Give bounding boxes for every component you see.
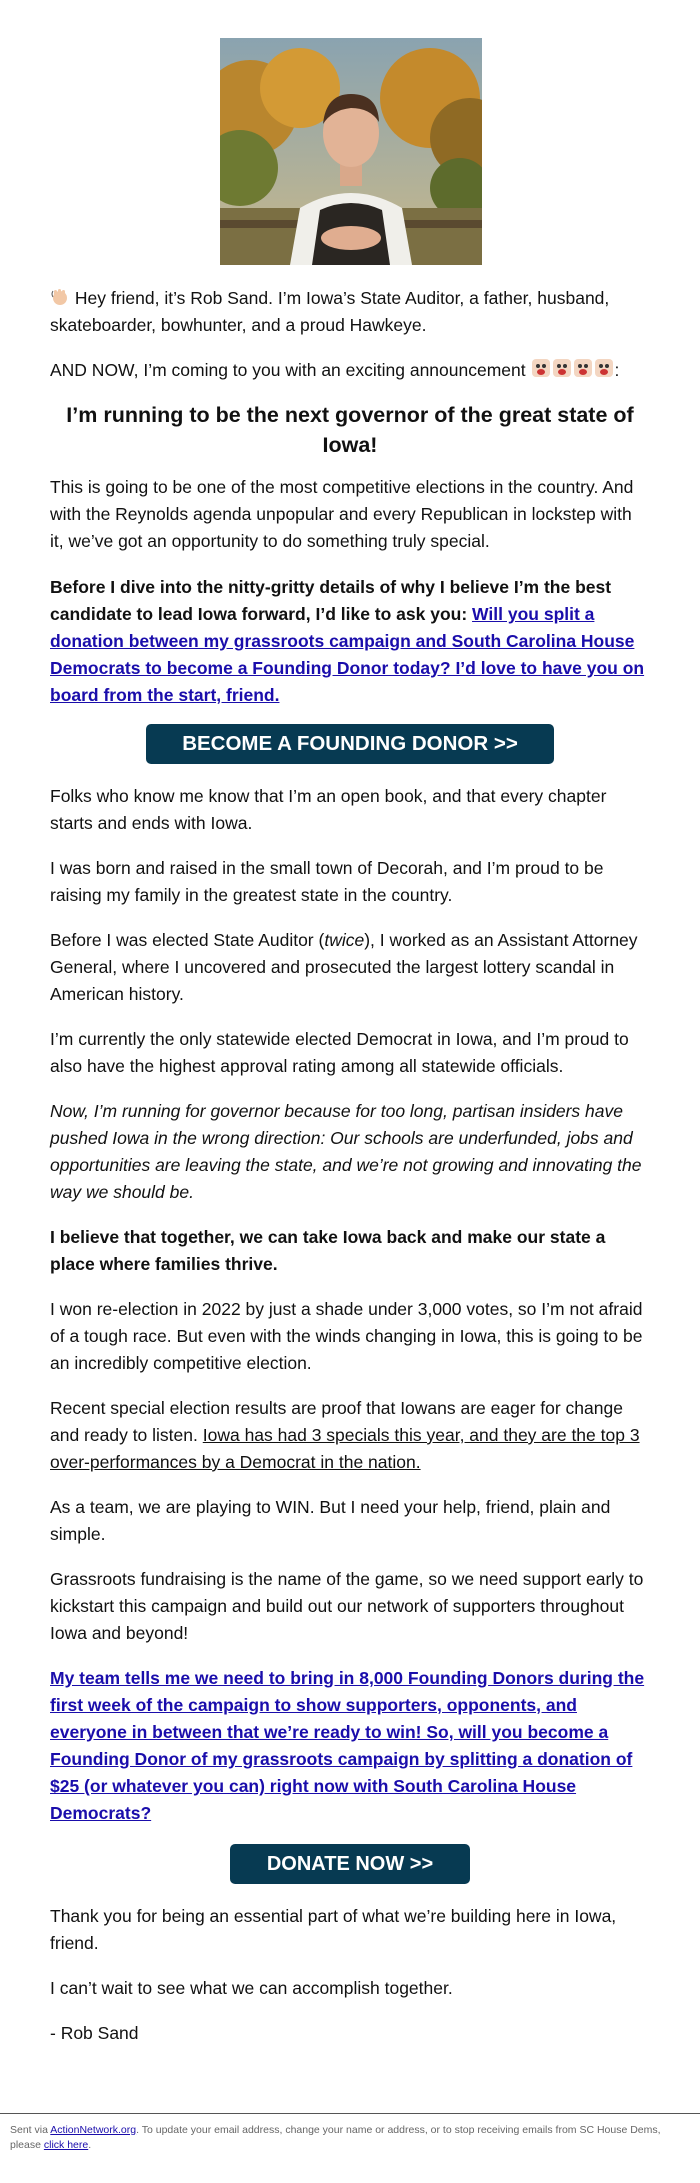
actionnetwork-link[interactable]: ActionNetwork.org xyxy=(50,2124,137,2136)
paragraph-thank-you: Thank you for being an essential part of what we’re building here in Iowa, friend. xyxy=(50,1906,617,1953)
paragraph-together: I believe that together, we can take Iowa back and make our state a place where families thrive. xyxy=(50,1227,606,1274)
candidate-portrait-image xyxy=(220,38,482,265)
paragraph-team: As a team, we are playing to WIN. But I need your help, friend, plain and simple. xyxy=(50,1497,611,1544)
paragraph-cant-wait: I can’t wait to see what we can accomplish together. xyxy=(50,1978,453,1998)
ask-bold-text: Before I dive into the nitty-gritty details of why I believe I’m the best candidate to lead Iowa forward, I’d like to ask you: xyxy=(50,577,612,624)
founding-donor-link[interactable]: Will you split a donation between my grassroots campaign and South Carolina House Democrats to become a Founding Donor today? I’d love to have you on board from the start, friend. xyxy=(50,604,645,705)
paragraph-ask xyxy=(50,574,650,709)
paragraph-competitive: This is going to be one of the most competitive elections in the country. And with the Reynolds agenda unpopular and every Republican in lockstep with it, we’ve got an opportunity to do something truly special. xyxy=(50,477,634,551)
paragraph-running: Now, I’m running for governor because for too long, partisan insiders have pushed Iowa in the wrong direction: Our schools are underfunded, jobs and opportunities are leaving the state, and we’re not growing and innovating the way we should be. xyxy=(50,1101,642,1202)
paragraph-special-elections xyxy=(50,1395,650,1476)
email-footer xyxy=(0,2113,700,2153)
candidate-photo xyxy=(220,38,482,265)
announcement-colon: : xyxy=(614,360,620,380)
paragraph-decorah: I was born and raised in the small town of Decorah, and I’m proud to be raising my family in the greatest state in the country. xyxy=(50,858,604,905)
auditor-text-italic: twice xyxy=(324,930,365,950)
footer-pre: Sent via xyxy=(10,2124,48,2136)
paragraph-grassroots: Grassroots fundraising is the name of the game, so we need support early to kickstart this campaign and build out our network of supporters throughout Iowa and beyond! xyxy=(50,1569,644,1643)
auditor-text-post: ), I worked as an Assistant Attorney General, where I uncovered and prosecuted the largest lottery scandal in American history. xyxy=(50,930,638,1004)
greeting-paragraph xyxy=(50,285,650,339)
announcement-text: AND NOW, I’m coming to you with an exciting announcement xyxy=(50,360,526,380)
paragraph-open-book: Folks who know me know that I’m an open book, and that every chapter starts and ends with Iowa. xyxy=(50,786,607,833)
unsubscribe-link[interactable]: click here xyxy=(43,2139,89,2151)
footer-mid: . To update your email address, change your name or address, or to stop receiving emails from SC House Dems, please xyxy=(10,2124,661,2151)
footer-post: . xyxy=(88,2139,92,2151)
paragraph-ask-donation xyxy=(50,1665,650,1827)
headline: I’m running to be the next governor of the great state of Iowa! xyxy=(66,403,634,457)
greeting-text: Hey friend, it’s Rob Sand. I’m Iowa’s State Auditor, a father, husband, skateboarder, bowhunter, and a proud Hawkeye. xyxy=(50,288,610,335)
paragraph-only-democrat: I’m currently the only statewide elected Democrat in Iowa, and I’m proud to also have the highest approval rating among all statewide officials. xyxy=(50,1029,629,1076)
wave-emoji-icon xyxy=(50,287,70,307)
become-founding-donor-button[interactable]: BECOME A FOUNDING DONOR >> xyxy=(146,724,554,764)
donation-link[interactable]: My team tells me we need to bring in 8,000 Founding Donors during the first week of the campaign to show supporters, opponents, and everyone in between that we’re ready to win! So, will you become a Founding Donor of my grassroots campaign by splitting a donation of $25 (or whatever you can) right now with South Carolina House Democrats? xyxy=(50,1668,645,1823)
special-elections-underlined: Iowa has had 3 specials this year, and they are the top 3 over-performances by a Democrat in the nation. xyxy=(50,1425,640,1472)
paragraph-auditor xyxy=(50,927,650,1008)
donate-now-button[interactable]: DONATE NOW >> xyxy=(230,1844,470,1884)
announcement-paragraph xyxy=(50,357,650,384)
paragraph-reelection: I won re-election in 2022 by just a shade under 3,000 votes, so I’m not afraid of a tough race. But even with the winds changing in Iowa, this is going to be an incredibly competitive election. xyxy=(50,1299,643,1373)
auditor-text-pre: Before I was elected State Auditor ( xyxy=(50,930,325,950)
special-elections-text: Recent special election results are proof that Iowans are eager for change and ready to listen. xyxy=(50,1398,623,1445)
celebration-emoji-icons xyxy=(531,357,615,379)
signoff: - Rob Sand xyxy=(50,2023,139,2043)
